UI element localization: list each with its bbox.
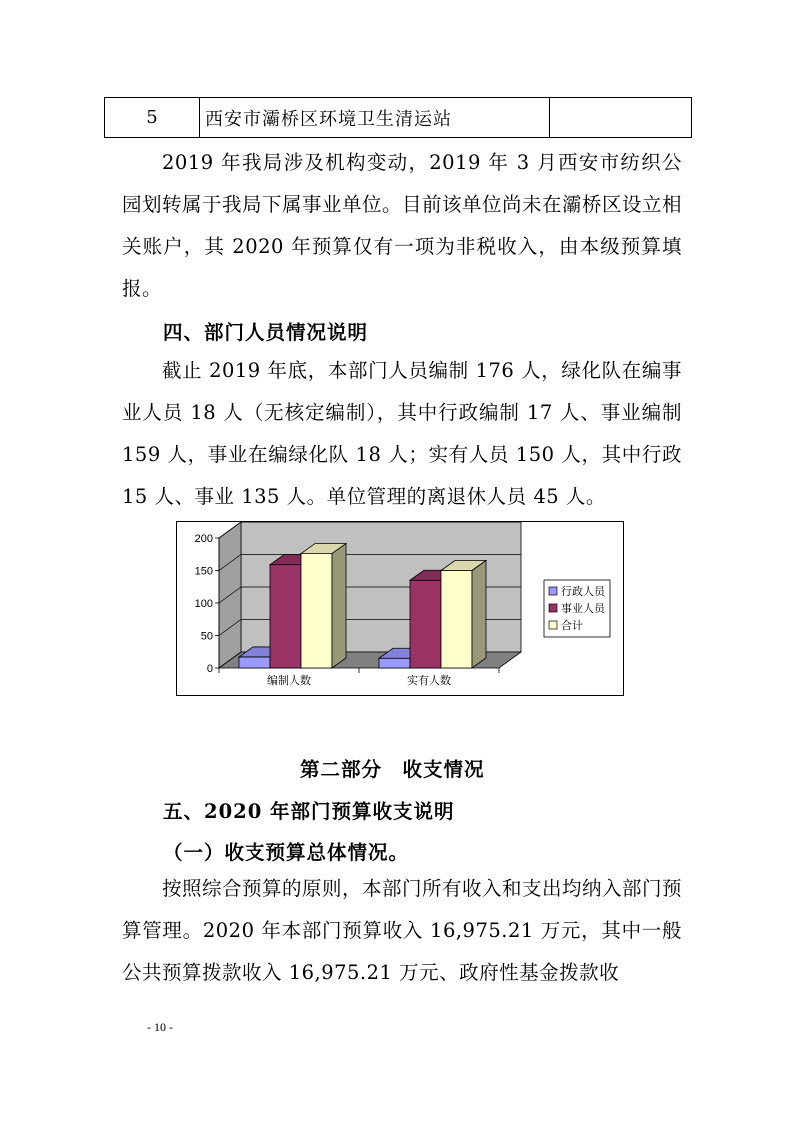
unit-name-cell: 西安市灞桥区环境卫生清运站	[200, 98, 550, 138]
legend-label: 行政人员	[561, 586, 605, 598]
legend-label: 事业人员	[561, 603, 605, 615]
paragraph-budget: 按照综合预算的原则，本部门所有收入和支出均纳入部门预算管理。2020 年本部门预算收入 16,975.21 万元，其中一般公共预算拨款收入 16,975.21 万元、政府性基金拨款收	[122, 877, 683, 984]
bar-side-合计-实有人数	[472, 561, 486, 669]
legend-swatch	[549, 587, 557, 595]
table-row	[105, 98, 692, 138]
paragraph-org-change: 2019 年我局涉及机构变动，2019 年 3 月西安市纺织公园划转属于我局下属事业单位。目前该单位尚未在灞桥区设立相关账户，其 2020 年预算仅有一项为非税收入，由本级预算填报。	[122, 151, 683, 300]
y-tick-label: 100	[194, 598, 213, 610]
bar-合计-实有人数	[441, 571, 472, 669]
legend-swatch	[549, 604, 557, 612]
organization-table	[104, 97, 692, 138]
y-tick-label: 50	[200, 630, 213, 643]
bar-side-合计-编制人数	[332, 544, 346, 668]
y-tick-label: 0	[206, 663, 213, 675]
subsection-heading-overall: （一）收支预算总体情况。	[163, 841, 410, 864]
paragraph-staff: 截止 2019 年底，本部门人员编制 176 人，绿化队在编事业人员 18 人（无核定编制），其中行政编制 17 人、事业编制 159 人，事业在编绿化队 18 人；实有人员 150 人，其中行政 15 人、事业 135 人。单位管理的离退休人员 45 人。	[122, 359, 682, 508]
legend-swatch	[549, 621, 557, 629]
bar-合计-编制人数	[301, 554, 332, 668]
x-category-label: 实有人数	[407, 675, 451, 687]
bar-行政人员-编制人数	[239, 657, 270, 668]
y-tick-label: 150	[194, 565, 213, 578]
staff-bar-chart	[177, 522, 623, 695]
remark-cell	[550, 98, 692, 138]
part-two-title: 第二部分 收支情况	[300, 758, 485, 781]
row-number-cell: 5	[105, 98, 200, 138]
section-heading-budget: 五、2020 年部门预算收支说明	[163, 800, 455, 823]
page-number: - 10 -	[147, 1020, 173, 1034]
y-tick-label: 200	[194, 533, 213, 545]
section-heading-staff: 四、部门人员情况说明	[163, 321, 369, 344]
legend-label: 合计	[561, 620, 583, 632]
bar-事业人员-实有人数	[410, 580, 441, 668]
staff-chart-frame	[176, 521, 624, 696]
bar-事业人员-编制人数	[270, 565, 301, 668]
x-category-label: 编制人数	[267, 675, 311, 687]
bar-行政人员-实有人数	[379, 658, 410, 668]
